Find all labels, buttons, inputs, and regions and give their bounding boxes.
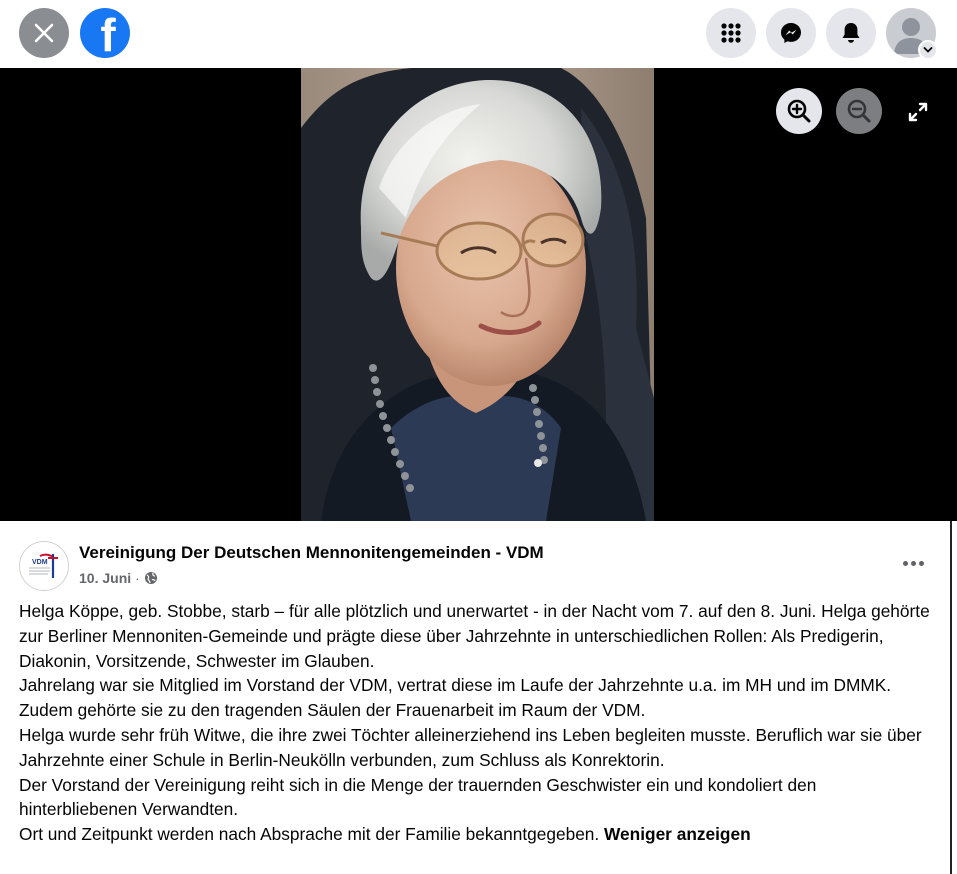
post-options-button[interactable] [896,549,930,577]
globe-icon[interactable] [144,571,158,585]
more-dots-icon [903,561,908,566]
zoom-out-icon [846,98,872,124]
post-card [0,521,950,874]
meta-separator: · [135,570,140,586]
photo-viewer [0,68,957,521]
zoom-out-button[interactable] [836,88,882,134]
post-meta [79,570,158,586]
facebook-logo-letter: f [100,9,116,58]
post-paragraph: Helga Köppe, geb. Stobbe, starb – für alle plötzlich und unerwartet - in der Nacht vom 7. auf den 8. Juni. Helga gehörte zur Berliner Mennoniten-Gemeinde und prägte diese über Jahrzehnte in unterschiedlichen Rollen: Als Predigerin, Diakonin, Vorsitzende, Schwester im Glauben. [19,601,930,671]
grid-menu-icon [720,22,742,44]
post-last-line [19,822,939,847]
top-bar [0,0,957,68]
page-name-link[interactable]: Vereinigung Der Deutschen Mennonitengemeinden - VDM [79,543,544,562]
menu-button[interactable] [706,8,756,58]
vdm-logo-icon [20,542,68,590]
post-paragraph: Jahrelang war sie Mitglied im Vorstand der VDM, vertrat diese im Laufe der Jahrzehnte u.a. im MH und im DMMK. Zudem gehörte sie zu den tragenden Säulen der Frauenarbeit im Raum der VDM. [19,675,892,721]
scrollbar-edge [950,521,957,874]
see-less-link[interactable]: Weniger anzeigen [604,824,751,845]
fullscreen-button[interactable] [902,96,934,128]
account-avatar[interactable] [886,8,936,58]
account-menu-toggle[interactable] [918,40,938,60]
post-photo [301,68,654,521]
zoom-in-icon [786,98,812,124]
zoom-in-button[interactable] [776,88,822,134]
messenger-icon [779,21,803,45]
notifications-button[interactable] [826,8,876,58]
close-icon [33,22,55,44]
portrait-image [301,68,654,521]
close-button[interactable] [19,8,69,58]
post-paragraph: Ort und Zeitpunkt werden nach Absprache mit der Familie bekanntgegeben. [19,824,600,845]
messenger-button[interactable] [766,8,816,58]
post-paragraph: Der Vorstand der Vereinigung reiht sich in die Menge der trauernden Geschwister ein und kondoliert den hinterbliebenen Verwandten. [19,774,817,820]
bell-icon [840,21,862,45]
post-date-link[interactable]: 10. Juni [79,570,132,586]
chevron-down-icon [923,46,933,54]
page-avatar[interactable] [19,541,69,591]
avatar-text: VDM [32,559,48,566]
fullscreen-icon [907,101,929,123]
post-paragraph: Helga wurde sehr früh Witwe, die ihre zwei Töchter alleinerziehend ins Leben begleiten musste. Beruflich war sie über Jahrzehnte einer Schule in Berlin-Neukölln verbunden, zum Schluss als Konrektorin. [19,724,922,770]
post-text [19,599,939,847]
facebook-logo[interactable] [80,8,130,58]
